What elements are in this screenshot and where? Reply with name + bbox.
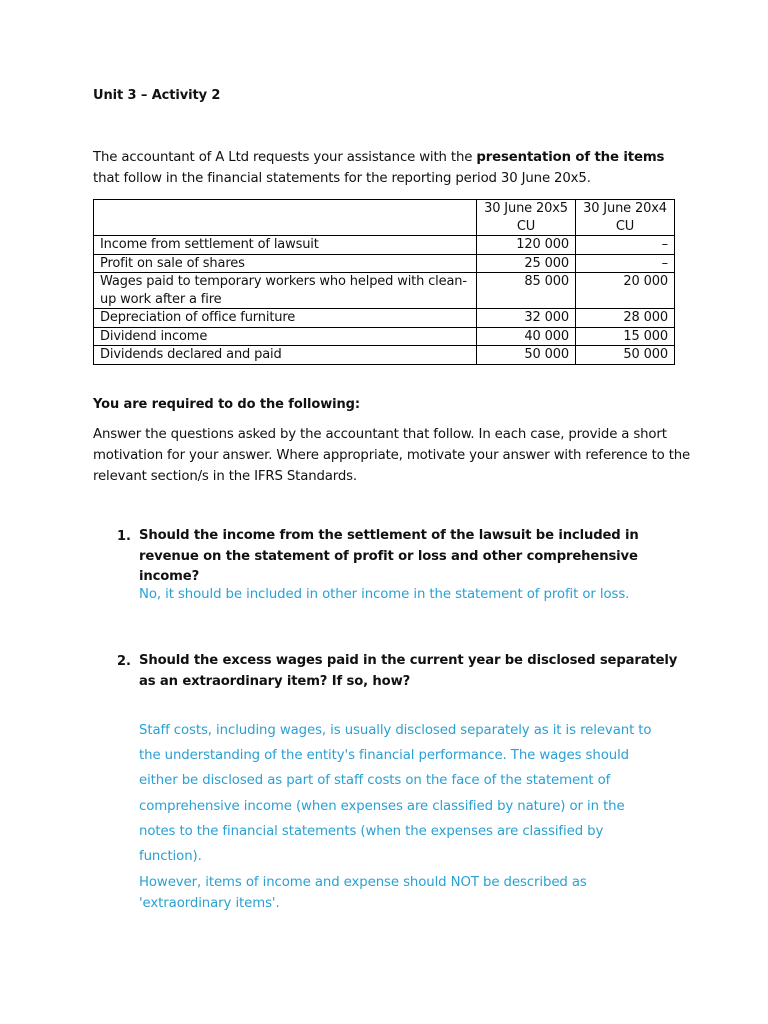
intro-text-start: The accountant of A Ltd requests your assistance with the [93, 150, 477, 165]
question-2-number: 2. [117, 654, 131, 669]
table-cell: 85 000 [477, 273, 576, 309]
table-row [94, 327, 675, 346]
table-cell: 20 000 [576, 273, 675, 309]
items-table [93, 199, 675, 365]
table-cell: 50 000 [477, 346, 576, 365]
table-cell: Wages paid to temporary workers who helped with clean-up work after a fire [94, 273, 477, 309]
question-2-answer: Staff costs, including wages, is usually disclosed separately as it is relevant to the understanding of the entity's financial performance. The wages should either be disclosed as part of staff costs on the face of the statement of comprehensive income (when expenses are classified by nature) or in the notes to the financial statements (when the expenses are classified by function). [139, 723, 652, 865]
table-cell: 28 000 [576, 309, 675, 328]
table-cell: – [576, 254, 675, 273]
table-cell: 50 000 [576, 346, 675, 365]
table-cell: 120 000 [477, 236, 576, 255]
table-cell: Profit on sale of shares [94, 254, 477, 273]
intro-text-end: that follow in the financial statements for the reporting period 30 June 20x5. [93, 170, 591, 186]
table-cell: Dividends declared and paid [94, 346, 477, 365]
table-header-cell [477, 200, 576, 236]
question-2-text: Should the excess wages paid in the current year be disclosed separately as an extraordinary item? If so, how? [139, 653, 678, 689]
intro-bold-phrase: presentation of the items [476, 150, 665, 165]
table-header-cell [576, 200, 675, 236]
table-row [94, 273, 675, 309]
question-1-text: Should the income from the settlement of the lawsuit be included in revenue on the statement of profit or loss and other comprehensive income? [139, 528, 639, 584]
table-header-cell [94, 200, 477, 236]
question-1-answer: No, it should be included in other income in the statement of profit or loss. [139, 587, 630, 602]
table-row [94, 346, 675, 365]
header-20x5: 30 June 20x5 CU [484, 201, 568, 234]
question-1-number: 1. [117, 529, 131, 544]
table-cell: Depreciation of office furniture [94, 309, 477, 328]
table-cell: 32 000 [477, 309, 576, 328]
required-heading: You are required to do the following: [93, 397, 360, 412]
table-cell: Income from settlement of lawsuit [94, 236, 477, 255]
page-heading: Unit 3 – Activity 2 [93, 88, 221, 103]
table-row [94, 236, 675, 255]
instructions-paragraph: Answer the questions asked by the accountant that follow. In each case, provide a short motivation for your answer. Where appropriate, motivate your answer with reference to the relevant section/s in the IFRS Standards. [93, 427, 691, 484]
table-cell: 40 000 [477, 327, 576, 346]
intro-paragraph [93, 148, 693, 189]
table-row [94, 254, 675, 273]
question-2-answer-note: However, items of income and expense should NOT be described as 'extraordinary items'. [139, 875, 587, 911]
table-cell: 25 000 [477, 254, 576, 273]
table-row [94, 309, 675, 328]
table-cell: Dividend income [94, 327, 477, 346]
table-header-row [94, 200, 675, 236]
table-cell: 15 000 [576, 327, 675, 346]
table-cell: – [576, 236, 675, 255]
header-20x4: 30 June 20x4 CU [583, 201, 667, 234]
